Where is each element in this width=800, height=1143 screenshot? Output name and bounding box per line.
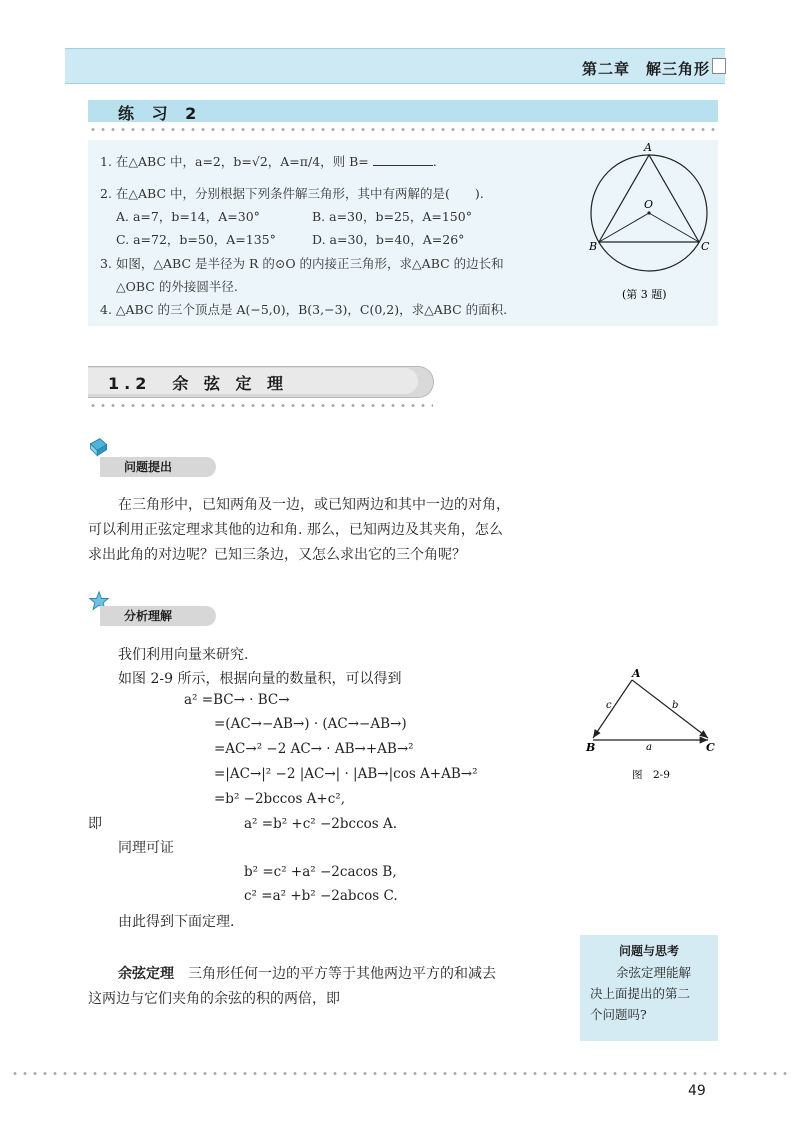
equation-8: c² =a² +b² −2abcos C. (244, 888, 398, 904)
problem-line3: 求出此角的对边呢？已知三条边，又怎么求出它的三个角呢？ (88, 547, 466, 563)
header-marker (712, 58, 726, 74)
exercise-q4: 4. △ABC 的三个顶点是 A(−5,0)，B(3,−3)，C(0,2)，求△ABC 的面积. (100, 302, 508, 317)
exercise-q2-option-a: A. a=7，b=14，A=30° (116, 209, 260, 224)
label-C: C (706, 741, 715, 754)
chapter-title: 第二章 解三角形 (581, 60, 710, 78)
theorem-line2: 这两边与它们夹角的余弦的积的两倍，即 (88, 991, 340, 1007)
section-title: 1.2 余 弦 定 理 (108, 374, 289, 393)
tongli-label: 同理可证 (118, 840, 174, 856)
label-C: C (701, 240, 710, 253)
equation-5: =b² −2bccos A+c², (214, 791, 345, 807)
triangle-figure-2-9 (580, 668, 720, 783)
vector-ac (632, 680, 708, 738)
label-a: a (646, 742, 652, 753)
circle-triangle-figure (580, 140, 720, 310)
label-B: B (586, 741, 596, 754)
page-number: 49 (688, 1083, 706, 1099)
exercise-title: 练 习 2 (118, 104, 203, 123)
sidebar-text (590, 962, 715, 1025)
analysis-tag: 分析理解 (100, 606, 216, 626)
exercise-q2-option-d: D. a=30，b=40，A=26° (312, 232, 465, 247)
conclusion-line: 由此得到下面定理. (118, 914, 235, 930)
dotted-divider (88, 128, 718, 131)
problem-line2: 可以利用正弦定理求其他的边和角. 那么，已知两边及其夹角，怎么 (88, 522, 503, 538)
analysis-line1: 我们利用向量来研究. (118, 647, 249, 663)
label-O: O (644, 198, 654, 211)
analysis-line2: 如图 2-9 所示，根据向量的数量积，可以得到 (118, 671, 402, 687)
problem-tag: 问题提出 (100, 457, 216, 477)
label-B: B (589, 240, 598, 253)
label-A: A (644, 141, 652, 154)
equation-7: b² =c² +a² −2cacos B, (244, 864, 397, 880)
equation-6: a² =b² +c² −2bccos A. (244, 816, 398, 832)
figure-caption: (第 3 题) (622, 288, 667, 301)
sidebar-line2: 决上面提出的第二 (590, 986, 691, 1001)
sidebar-line3: 个问题吗? (590, 1007, 647, 1022)
label-A: A (632, 668, 641, 680)
sidebar-title: 问题与思考 (618, 944, 679, 958)
segment-ob (599, 213, 649, 242)
exercise-q2: 2. 在△ABC 中，分别根据下列条件解三角形，其中有两解的是( ). (100, 186, 484, 201)
exercise-q2-option-b: B. a=30，b=25，A=150° (312, 209, 472, 224)
footer-dotted-divider (10, 1072, 790, 1075)
exercise-q2-option-c: C. a=72，b=50，A=135° (116, 232, 276, 247)
problem-line1: 在三角形中，已知两角及一边，或已知两边和其中一边的对角， (118, 497, 510, 513)
theorem-line1: 余弦定理 三角形任何一边的平方等于其他两边平方的和减去 (118, 966, 496, 982)
label-c: c (606, 700, 612, 711)
exercise-q3-line2: △OBC 的外接圆半径. (116, 279, 238, 294)
equation-3: =AC→² −2 AC→ · AB→+AB→² (214, 741, 414, 757)
exercise-q1: 1. 在△ABC 中，a=2，b=√2，A=π/4，则 B= . (100, 154, 437, 169)
section-dotted-divider (88, 404, 433, 407)
sidebar-line1: 余弦定理能解 (616, 965, 692, 980)
equation-2: =(AC→−AB→) · (AC→−AB→) (214, 716, 407, 732)
vector-ab (593, 680, 632, 738)
answer-blank (373, 155, 433, 166)
ji-label: 即 (88, 816, 102, 832)
equation-4: =|AC→|² −2 |AC→| · |AB→|cos A+AB→² (214, 766, 478, 782)
figure-caption: 图 2-9 (632, 769, 670, 781)
book-icon (88, 437, 110, 459)
segment-oc (649, 213, 699, 242)
center-point (647, 211, 650, 214)
label-b: b (672, 700, 679, 711)
equation-1: a² =BC→ · BC→ (184, 692, 290, 708)
theorem-name: 余弦定理 (118, 966, 174, 982)
exercise-q3-line1: 3. 如图，△ABC 是半径为 R 的⊙O 的内接正三角形，求△ABC 的边长和 (100, 256, 504, 271)
